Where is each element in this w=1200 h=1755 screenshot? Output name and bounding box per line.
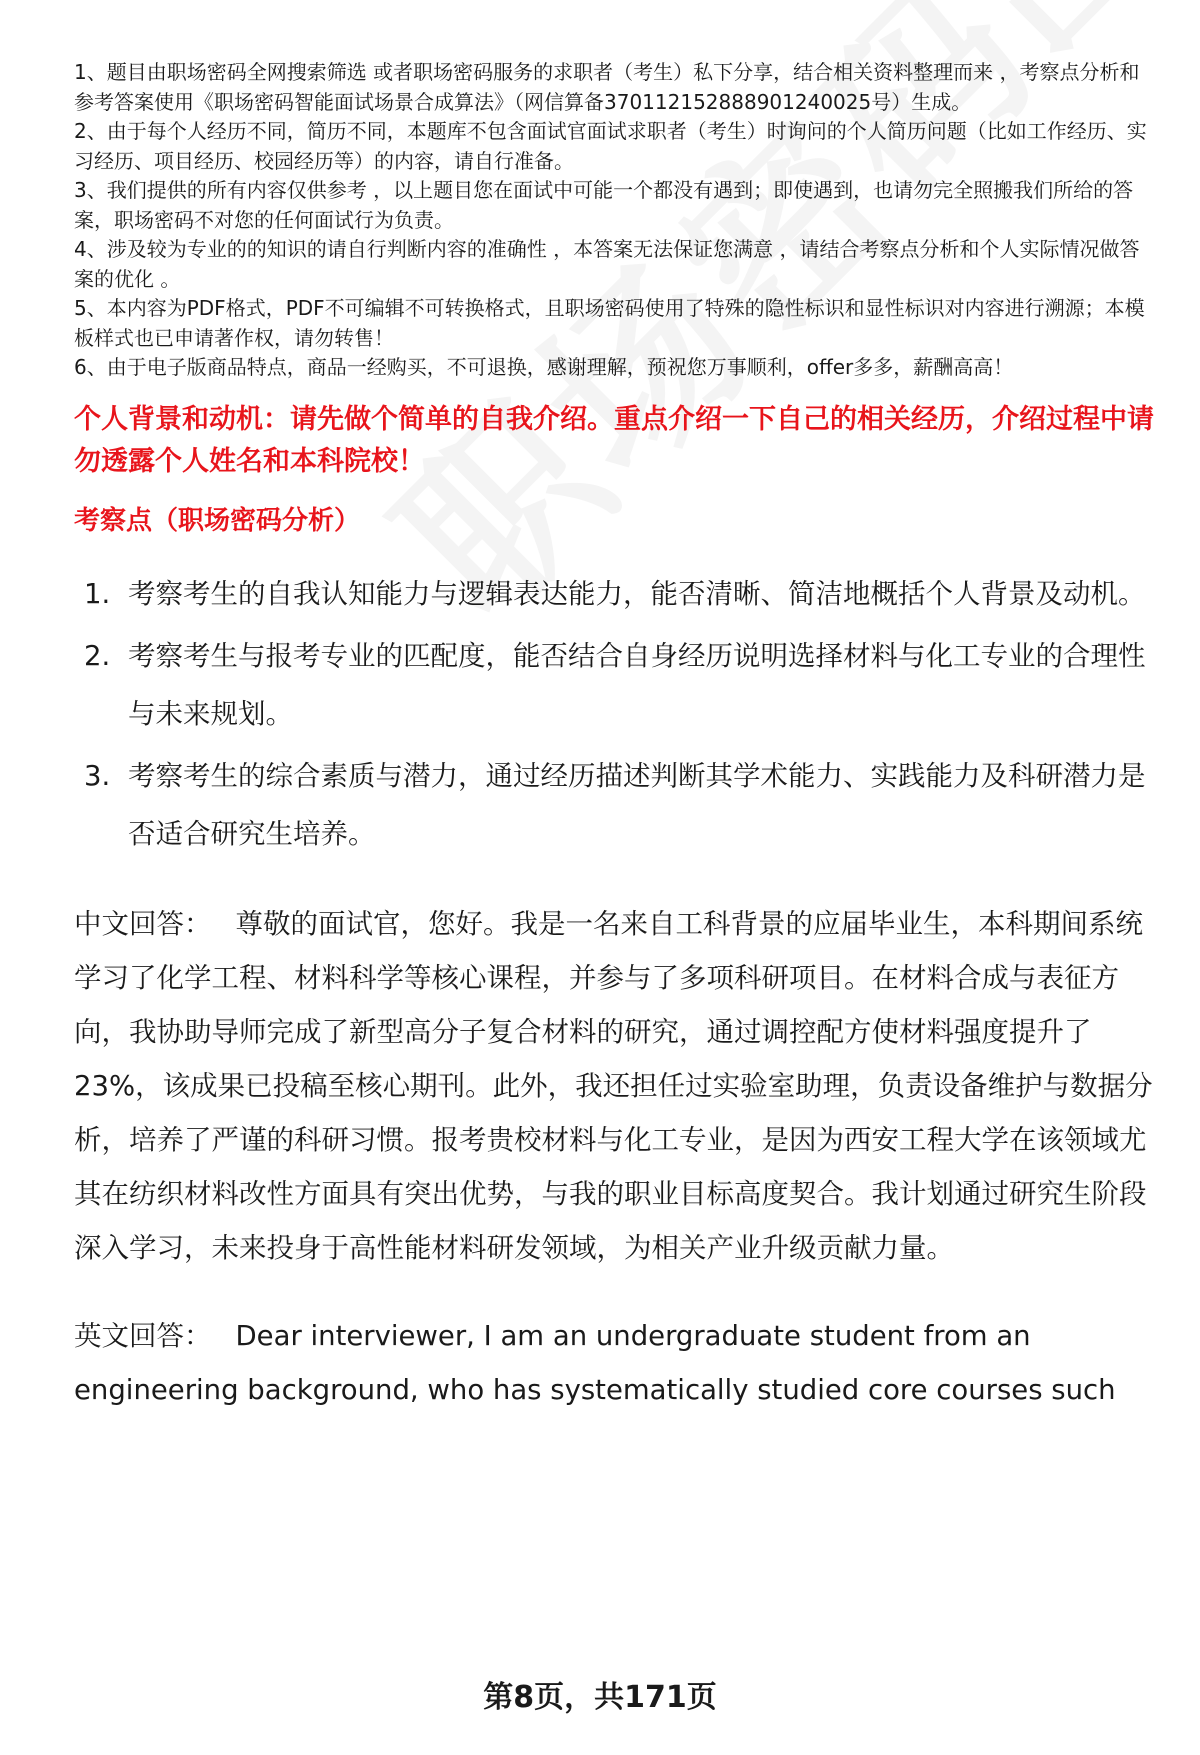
point-number: 3. xyxy=(84,759,111,792)
notice-item: 2、由于每个人经历不同，简历不同，本题库不包含面试官面试求职者（考生）时询问的个人简历问题（比如工作经历、实习经历、项目经历、校园经历等）的内容，请自行准备。 xyxy=(74,119,1147,173)
notice-item: 6、由于电子版商品特点，商品一经购买，不可退换，感谢理解，预祝您万事顺利，offer多多，薪酬高高！ xyxy=(74,355,1014,379)
question-title: 个人背景和动机：请先做个简单的自我介绍。重点介绍一下自己的相关经历，介绍过程中请勿透露个人姓名和本科院校！ xyxy=(74,403,1154,477)
analysis-point xyxy=(74,627,1154,743)
analysis-point xyxy=(74,565,1154,623)
page-content xyxy=(74,58,1154,1417)
point-text: 考察考生的自我认知能力与逻辑表达能力，能否清晰、简洁地概括个人背景及动机。 xyxy=(128,577,1146,610)
point-text: 考察考生的综合素质与潜力，通过经历描述判断其学术能力、实践能力及科研潜力是否适合研究生培养。 xyxy=(128,759,1146,850)
chinese-answer xyxy=(74,897,1154,1275)
notice-item: 3、我们提供的所有内容仅供参考 ，以上题目您在面试中可能一个都没有遇到；即使遇到，也请勿完全照搬我们所给的答案，职场密码不对您的任何面试行为负责。 xyxy=(74,178,1134,232)
english-answer-label: 英文回答： xyxy=(74,1319,212,1352)
chinese-answer-text: 尊敬的面试官，您好。我是一名来自工科背景的应届毕业生，本科期间系统学习了化学工程、材料科学等核心课程，并参与了多项科研项目。在材料合成与表征方向，我协助导师完成了新型高分子复合材料的研究，通过调控配方使材料强度提升了23%，该成果已投稿至核心期刊。此外，我还担任过实验室助理，负责设备维护与数据分析，培养了严谨的科研习惯。报考贵校材料与化工专业，是因为西安工程大学在该领域尤其在纺织材料改性方面具有突出优势，与我的职业目标高度契合。我计划通过研究生阶段深入学习，未来投身于高性能材料研发领域，为相关产业升级贡献力量。 xyxy=(74,907,1153,1264)
notice-list xyxy=(74,58,1154,383)
notice-item: 4、涉及较为专业的的知识的请自行判断内容的准确性 ，本答案无法保证您满意 ，请结合考察点分析和个人实际情况做答案的优化 。 xyxy=(74,237,1140,291)
page-footer: 第8页，共171页 xyxy=(483,1680,717,1715)
chinese-answer-label: 中文回答： xyxy=(74,907,212,940)
english-answer-text: Dear interviewer, I am an undergraduate student from an engineering background, who has systematically studied core courses such xyxy=(74,1319,1116,1406)
notice-item: 5、本内容为PDF格式，PDF不可编辑不可转换格式，且职场密码使用了特殊的隐性标识和显性标识对内容进行溯源；本模板样式也已申请著作权，请勿转售！ xyxy=(74,296,1145,350)
point-number: 1. xyxy=(84,577,111,610)
point-text: 考察考生与报考专业的匹配度，能否结合自身经历说明选择材料与化工专业的合理性与未来规划。 xyxy=(128,639,1146,730)
point-number: 2. xyxy=(84,639,111,672)
analysis-point xyxy=(74,747,1154,863)
english-answer xyxy=(74,1309,1154,1417)
analysis-points xyxy=(74,565,1154,863)
analysis-section-title: 考察点（职场密码分析） xyxy=(74,505,361,536)
notice-item: 1、题目由职场密码全网搜索筛选 或者职场密码服务的求职者（考生）私下分享，结合相关资料整理而来 ，考察点分析和参考答案使用《职场密码智能面试场景合成算法》（网信算备370112152888901240025号）生成。 xyxy=(74,60,1140,114)
